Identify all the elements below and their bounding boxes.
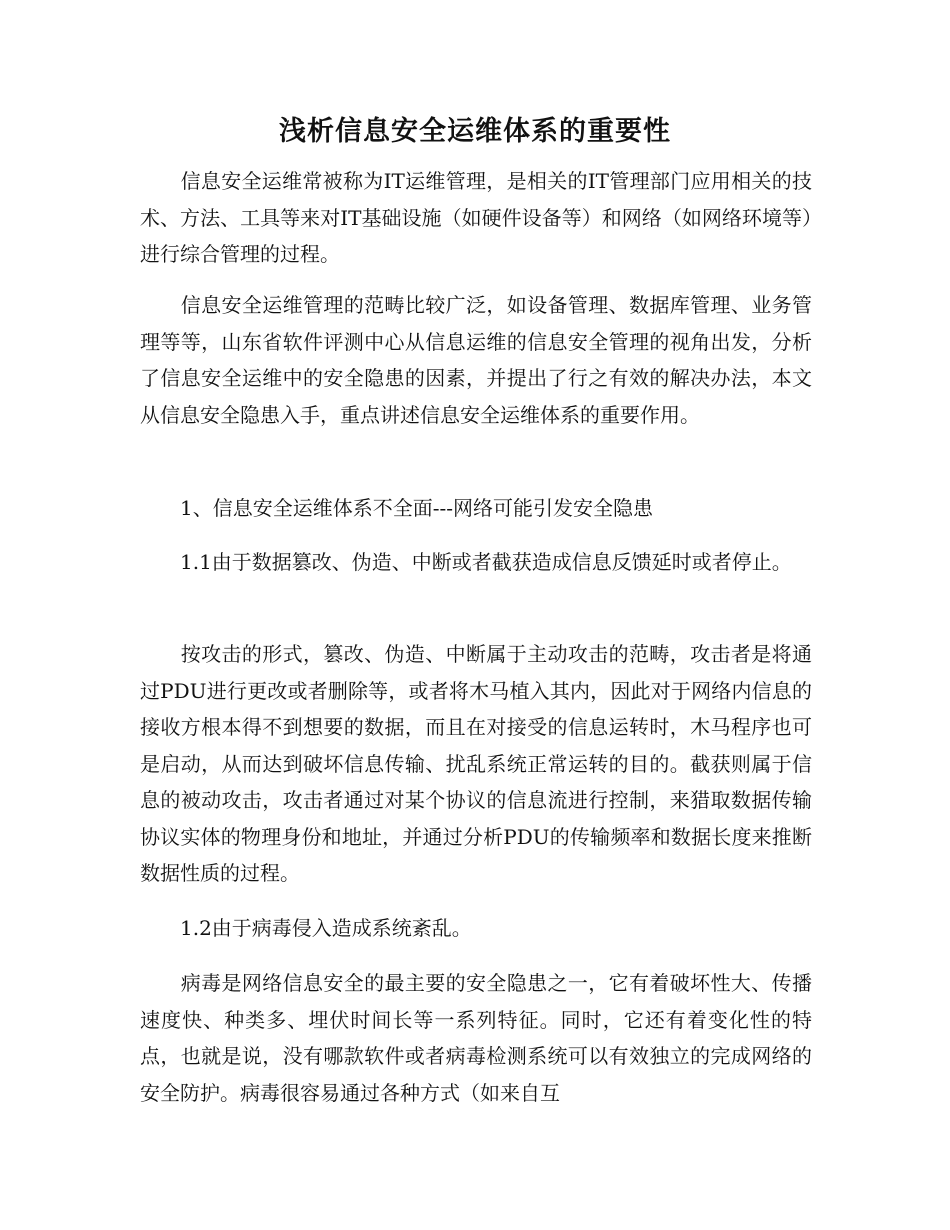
subsection-heading-1-1: 1.1由于数据篡改、伪造、中断或者截获造成信息反馈延时或者停止。	[140, 550, 792, 574]
paragraph-virus: 病毒是网络信息安全的最主要的安全隐患之一，它有着破坏性大、传播速度快、种类多、埋伏时间长等一系列特征。同时，它还有着变化性的特点，也就是说，没有哪款软件或者病毒检测系统可以有效独立的完成网络的安全防护。病毒很容易通过各种方式（如来自互	[140, 971, 812, 1105]
paragraph-attack-forms: 按攻击的形式，篡改、伪造、中断属于主动攻击的范畴，攻击者是将通过PDU进行更改或者删除等，或者将木马植入其内，因此对于网络内信息的接收方根本得不到想要的数据，而且在对接受的信息运转时，木马程序也可是启动，从而达到破坏信息传输、扰乱系统正常运转的目的。截获则属于信息的被动攻击，攻击者通过对某个协议的信息流进行控制，来猎取数据传输协议实体的物理身份和地址，并通过分析PDU的传输频率和数据长度来推断数据性质的过程。	[140, 642, 812, 885]
document-title: 浅析信息安全运维体系的重要性	[279, 116, 671, 147]
paragraph-scope: 信息安全运维管理的范畴比较广泛，如设备管理、数据库管理、业务管理等等，山东省软件评测中心从信息运维的信息安全管理的视角出发，分析了信息安全运维中的安全隐患的因素，并提出了行之有效的解决办法，本文从信息安全隐患入手，重点讲述信息安全运维体系的重要作用。	[140, 293, 812, 427]
subsection-heading-1-2: 1.2由于病毒侵入造成系统紊乱。	[140, 916, 472, 940]
paragraph-intro: 信息安全运维常被称为IT运维管理，是相关的IT管理部门应用相关的技术、方法、工具等来对IT基础设施（如硬件设备等）和网络（如网络环境等）进行综合管理的过程。	[140, 169, 812, 266]
section-heading-1: 1、信息安全运维体系不全面---网络可能引发安全隐患	[140, 496, 653, 520]
